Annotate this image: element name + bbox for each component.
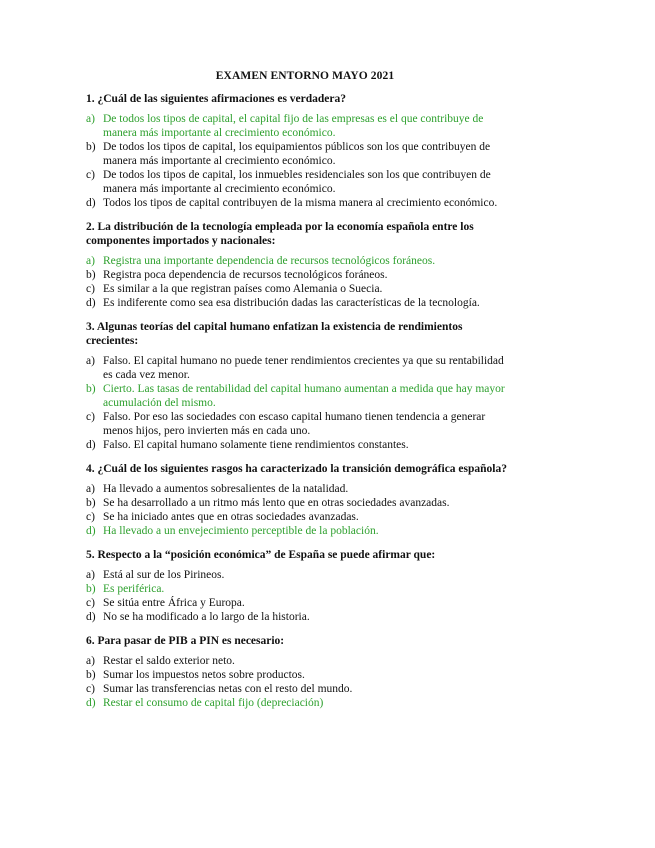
option-text: Se ha desarrollado a un ritmo más lento que en otras sociedades avanzadas. <box>103 497 450 509</box>
option-letter: b) <box>86 497 96 509</box>
option-text: De todos los tipos de capital, los equipamientos públicos son los que contribuyen de manera más importante al crecimiento económico. <box>103 141 491 167</box>
option-letter: d) <box>86 297 96 309</box>
option <box>86 568 516 582</box>
question-1: 1. ¿Cuál de las siguientes afirmaciones es verdadera? <box>86 93 347 105</box>
option-letter: b) <box>86 141 96 153</box>
correct-option <box>86 582 516 596</box>
question-3: 3. Algunas teorías del capital humano enfatizan la existencia de rendimientos crecientes: <box>86 321 463 347</box>
exam-page <box>86 70 516 720</box>
option <box>86 496 516 510</box>
option-text: Ha llevado a aumentos sobresalientes de la natalidad. <box>103 483 349 495</box>
option <box>86 268 516 282</box>
option-list <box>86 112 516 210</box>
option-text: Ha llevado a un envejecimiento perceptible de la población. <box>103 525 379 537</box>
option-text: Se sitúa entre África y Europa. <box>103 597 245 609</box>
option-text: Restar el saldo exterior neto. <box>103 655 235 667</box>
option-text: De todos los tipos de capital, los inmuebles residenciales son los que contribuyen de manera más importante al crecimiento económico. <box>103 169 491 195</box>
option <box>86 654 516 668</box>
option-letter: d) <box>86 439 96 451</box>
option <box>86 510 516 524</box>
option-letter: a) <box>86 569 95 581</box>
option-text: De todos los tipos de capital, el capital fijo de las empresas es el que contribuye de manera más importante al crecimiento económico. <box>103 113 484 139</box>
correct-option <box>86 524 516 538</box>
option-text: Restar el consumo de capital fijo (depreciación) <box>103 697 324 709</box>
option-letter: a) <box>86 113 95 125</box>
option-letter: c) <box>86 411 95 423</box>
option-letter: b) <box>86 669 96 681</box>
option-list <box>86 654 516 710</box>
option-list <box>86 482 516 538</box>
option <box>86 682 516 696</box>
correct-option <box>86 112 516 140</box>
correct-option <box>86 254 516 268</box>
option-letter: d) <box>86 525 96 537</box>
option-text: Está al sur de los Pirineos. <box>103 569 225 581</box>
option-letter: b) <box>86 583 96 595</box>
option-text: Es periférica. <box>103 583 165 595</box>
question-6: 6. Para pasar de PIB a PIN es necesario: <box>86 635 285 647</box>
option-text: Se ha iniciado antes que en otras sociedades avanzadas. <box>103 511 359 523</box>
option-text: Falso. El capital humano solamente tiene rendimientos constantes. <box>103 439 409 451</box>
option-letter: c) <box>86 169 95 181</box>
option-letter: a) <box>86 255 95 267</box>
correct-option <box>86 696 516 710</box>
option <box>86 596 516 610</box>
option-letter: c) <box>86 597 95 609</box>
question-4: 4. ¿Cuál de los siguientes rasgos ha caracterizado la transición demográfica española? <box>86 463 508 475</box>
option-text: Sumar las transferencias netas con el resto del mundo. <box>103 683 353 695</box>
option-letter: d) <box>86 197 96 209</box>
option-list <box>86 568 516 624</box>
option-letter: a) <box>86 655 95 667</box>
option-text: Es similar a la que registran países como Alemania o Suecia. <box>103 283 383 295</box>
option <box>86 140 516 168</box>
question-list <box>86 92 516 710</box>
option <box>86 354 516 382</box>
option-letter: d) <box>86 697 96 709</box>
option <box>86 668 516 682</box>
option-text: Es indiferente como sea esa distribución dadas las características de la tecnología. <box>103 297 480 309</box>
option <box>86 438 516 452</box>
option <box>86 410 516 438</box>
option-text: Registra poca dependencia de recursos tecnológicos foráneos. <box>103 269 388 281</box>
option-text: Cierto. Las tasas de rentabilidad del capital humano aumentan a medida que hay mayor acumulación del mismo. <box>103 383 505 409</box>
document-title: EXAMEN ENTORNO MAYO 2021 <box>215 70 395 82</box>
option-text: Sumar los impuestos netos sobre productos. <box>103 669 305 681</box>
question-5: 5. Respecto a la “posición económica” de España se puede afirmar que: <box>86 549 436 561</box>
option <box>86 282 516 296</box>
option-letter: b) <box>86 269 96 281</box>
option-letter: d) <box>86 611 96 623</box>
option <box>86 482 516 496</box>
option-letter: c) <box>86 683 95 695</box>
option-letter: a) <box>86 355 95 367</box>
option-text: Registra una importante dependencia de recursos tecnológicos foráneos. <box>103 255 436 267</box>
option-text: Todos los tipos de capital contribuyen de la misma manera al crecimiento económico. <box>103 197 498 209</box>
option-list <box>86 354 516 452</box>
option-text: Falso. El capital humano no puede tener rendimientos crecientes ya que su rentabilidad es cada vez menor. <box>103 355 504 381</box>
option-text: Falso. Por eso las sociedades con escaso capital humano tienen tendencia a generar menos hijos, pero invierten más en cada uno. <box>103 411 486 437</box>
option-text: No se ha modificado a lo largo de la historia. <box>103 611 310 623</box>
option <box>86 296 516 310</box>
option-letter: a) <box>86 483 95 495</box>
correct-option <box>86 382 516 410</box>
option <box>86 168 516 196</box>
question-2: 2. La distribución de la tecnología empleada por la economía española entre los componentes importados y nacionales: <box>86 221 474 247</box>
option-list <box>86 254 516 310</box>
option <box>86 610 516 624</box>
option <box>86 196 516 210</box>
option-letter: b) <box>86 383 96 395</box>
option-letter: c) <box>86 511 95 523</box>
option-letter: c) <box>86 283 95 295</box>
